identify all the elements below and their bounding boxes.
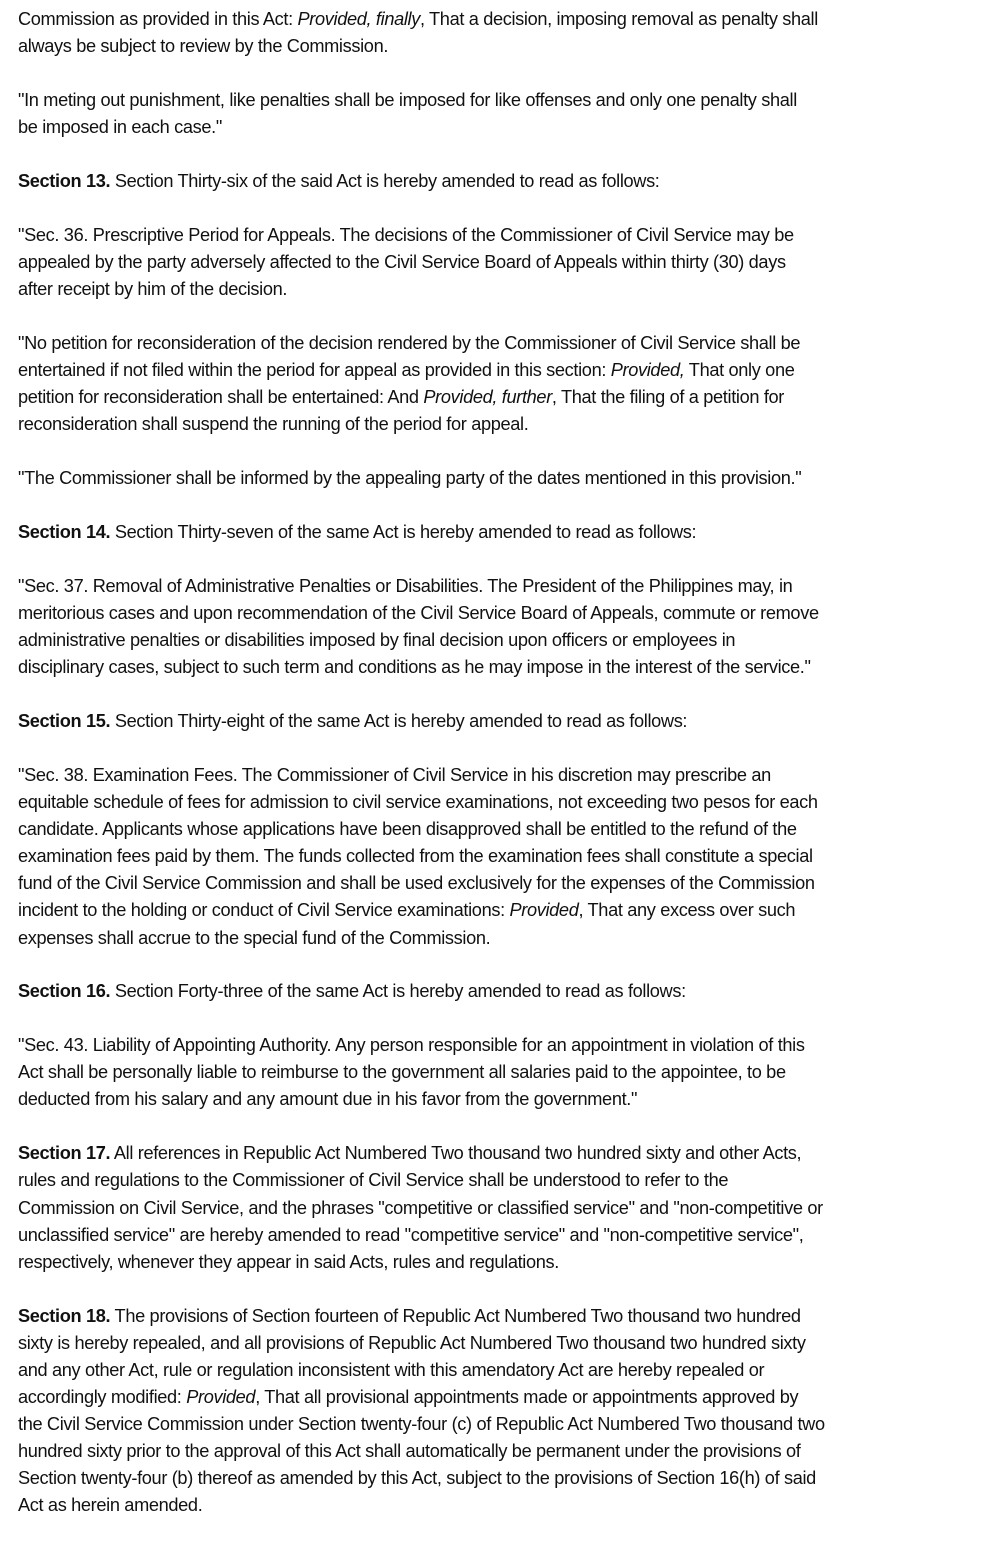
text-run: "Sec. 36. Prescriptive Period for Appeals. The decisions of the Commissioner of Civil Service may be (18, 224, 794, 245)
text-run: deducted from his salary and any amount due in his favor from the government." (18, 1089, 638, 1110)
text-line (18, 762, 993, 789)
paragraph-sec-37 (18, 573, 993, 681)
text-line (18, 789, 993, 816)
text-line (18, 384, 993, 411)
text-line (18, 330, 993, 357)
text-run: disciplinary cases, subject to such term and conditions as he may impose in the interest of the service." (18, 657, 811, 678)
text-line (18, 925, 993, 952)
text-line (18, 654, 993, 681)
paragraph-meting (18, 87, 993, 141)
text-run: "In meting out punishment, like penalties shall be imposed for like offenses and only one penalty shall (18, 89, 797, 110)
text-run: Section Thirty-seven of the same Act is hereby amended to read as follows: (110, 522, 697, 542)
section-heading: Section 15. (18, 711, 111, 732)
paragraph-section-16 (18, 978, 993, 1005)
text-line (18, 1059, 993, 1086)
text-line (18, 1249, 993, 1276)
text-run: Section Thirty-six of the said Act is hereby amended to read as follows: (110, 170, 660, 191)
text-line (18, 978, 993, 1005)
text-line (18, 1032, 993, 1059)
text-line (18, 600, 993, 627)
section-heading: Section 16. (18, 981, 111, 1002)
text-run: respectively, whenever they appear in said Acts, rules and regulations. (18, 1251, 559, 1272)
text-run: That only one (684, 360, 795, 381)
text-run: administrative penalties or disabilities imposed by final decision upon officers or employees in (18, 630, 736, 651)
paragraph-section-13 (18, 168, 993, 195)
text-run: candidate. Applicants whose applications have been disapproved shall be entitled to the refund of the (18, 819, 797, 840)
text-run: "The Commissioner shall be informed by the appealing party of the dates mentioned in this provision." (18, 468, 802, 489)
text-run: "No petition for reconsideration of the decision rendered by the Commissioner of Civil Service shall be (18, 332, 801, 353)
text-line (18, 1384, 993, 1411)
text-run: be imposed in each case." (18, 117, 222, 138)
text-run: hundred sixty prior to the approval of this Act shall automatically be permanent under the provisions of (18, 1441, 801, 1462)
text-line (18, 1438, 993, 1465)
paragraph-sec-36 (18, 222, 993, 303)
text-line (18, 87, 993, 114)
text-line (18, 168, 993, 195)
text-run: Act shall be personally liable to reimburse to the government all salaries paid to the appointee, to be (18, 1062, 786, 1083)
text-run: after receipt by him of the decision. (18, 279, 288, 300)
text-run: examination fees paid by them. The funds collected from the examination fees shall constitute a special (18, 846, 813, 867)
section-heading: Section 18. (18, 1305, 111, 1326)
text-line (18, 627, 993, 654)
text-line (18, 1222, 993, 1249)
text-line (18, 1086, 993, 1113)
text-line (18, 276, 993, 303)
text-line (18, 1492, 993, 1519)
text-run: reconsideration shall suspend the running of the period for appeal. (18, 414, 529, 435)
text-run: and any other Act, rule or regulation inconsistent with this amendatory Act are hereby repealed or (18, 1359, 765, 1380)
text-line (18, 465, 993, 492)
text-line (18, 33, 993, 60)
text-line (18, 1357, 993, 1384)
emphasis-text: Provided, (610, 360, 685, 381)
text-run: The provisions of Section fourteen of Republic Act Numbered Two thousand two hundred (110, 1305, 801, 1326)
text-run: "Sec. 37. Removal of Administrative Penalties or Disabilities. The President of the Philippines may, in (18, 575, 793, 596)
text-line (18, 357, 993, 384)
text-line (18, 1167, 993, 1194)
text-line (18, 249, 993, 276)
text-run: unclassified service" are hereby amended to read "competitive service" and "non-competitive service", (18, 1224, 804, 1245)
paragraph-no-petition (18, 330, 993, 438)
emphasis-text: Provided, finally (297, 9, 420, 29)
text-run: All references in Republic Act Numbered Two thousand two hundred sixty and other Acts, (110, 1143, 802, 1164)
text-run: Section Forty-three of the same Act is hereby amended to read as follows: (110, 981, 686, 1002)
paragraph-informed (18, 465, 993, 492)
emphasis-text: Provided, further (423, 387, 552, 408)
text-run: "Sec. 38. Examination Fees. The Commissioner of Civil Service in his discretion may prescribe an (18, 764, 771, 785)
text-line (18, 114, 993, 141)
emphasis-text: Provided (186, 1386, 256, 1407)
text-run: Section twenty-four (b) thereof as amended by this Act, subject to the provisions of Section 16(h) of said (18, 1468, 816, 1489)
text-run: fund of the Civil Service Commission and shall be used exclusively for the expenses of the Commission (18, 873, 815, 894)
section-heading: Section 17. (18, 1143, 111, 1164)
text-line (18, 1140, 993, 1167)
paragraph-sec-43 (18, 1032, 993, 1113)
text-line (18, 843, 993, 870)
text-run: rules and regulations to the Commissioner of Civil Service shall be understood to refer to the (18, 1170, 729, 1191)
text-line (18, 6, 993, 33)
paragraph-section-14 (18, 519, 993, 546)
text-line (18, 1195, 993, 1222)
text-line (18, 1465, 993, 1492)
paragraph-section-15 (18, 708, 993, 735)
text-line (18, 816, 993, 843)
text-run: sixty is hereby repealed, and all provisions of Republic Act Numbered Two thousand two hundred sixty (18, 1332, 806, 1353)
text-run: expenses shall accrue to the special fund of the Commission. (18, 927, 491, 948)
text-line (18, 1411, 993, 1438)
text-run: , That all provisional appointments made or appointments approved by (255, 1386, 799, 1407)
text-run: incident to the holding or conduct of Civil Service examinations: (18, 900, 510, 921)
text-run: meritorious cases and upon recommendation of the Civil Service Board of Appeals, commute or remove (18, 602, 819, 623)
text-run: Commission as provided in this Act: (18, 9, 298, 29)
document-body (18, 6, 993, 1546)
text-line (18, 708, 993, 735)
text-run: , That any excess over such (578, 900, 796, 921)
text-run: , That a decision, imposing removal as penalty shall (419, 9, 818, 29)
paragraph-cont (18, 6, 993, 60)
text-line (18, 1330, 993, 1357)
paragraph-section-18 (18, 1303, 993, 1520)
text-run: Commission on Civil Service, and the phrases "competitive or classified service" and "non-competitive or (18, 1197, 823, 1218)
text-run: entertained if not filed within the period for appeal as provided in this section: (18, 360, 611, 381)
text-line (18, 897, 993, 924)
text-run: equitable schedule of fees for admission to civil service examinations, not exceeding two pesos for each (18, 792, 818, 813)
section-heading: Section 13. (18, 170, 111, 191)
text-run: Section Thirty-eight of the same Act is hereby amended to read as follows: (110, 711, 688, 732)
text-run: appealed by the party adversely affected to the Civil Service Board of Appeals within thirty (30) days (18, 251, 786, 272)
text-line (18, 222, 993, 249)
emphasis-text: Provided (509, 900, 579, 921)
text-line (18, 1303, 993, 1330)
text-run: "Sec. 43. Liability of Appointing Authority. Any person responsible for an appointment in violation of this (18, 1035, 805, 1056)
paragraph-sec-38 (18, 762, 993, 952)
text-run: , That the filing of a petition for (551, 387, 785, 408)
text-run: accordingly modified: (18, 1386, 187, 1407)
text-line (18, 411, 993, 438)
text-line (18, 519, 993, 546)
section-heading: Section 14. (18, 522, 111, 542)
text-run: always be subject to review by the Commission. (18, 36, 389, 57)
text-run: the Civil Service Commission under Section twenty-four (c) of Republic Act Numbered Two thousand two (18, 1414, 825, 1435)
text-line (18, 870, 993, 897)
text-line (18, 573, 993, 600)
paragraph-section-17 (18, 1140, 993, 1275)
text-run: petition for reconsideration shall be entertained: And (18, 387, 424, 408)
text-run: Act as herein amended. (18, 1495, 203, 1516)
